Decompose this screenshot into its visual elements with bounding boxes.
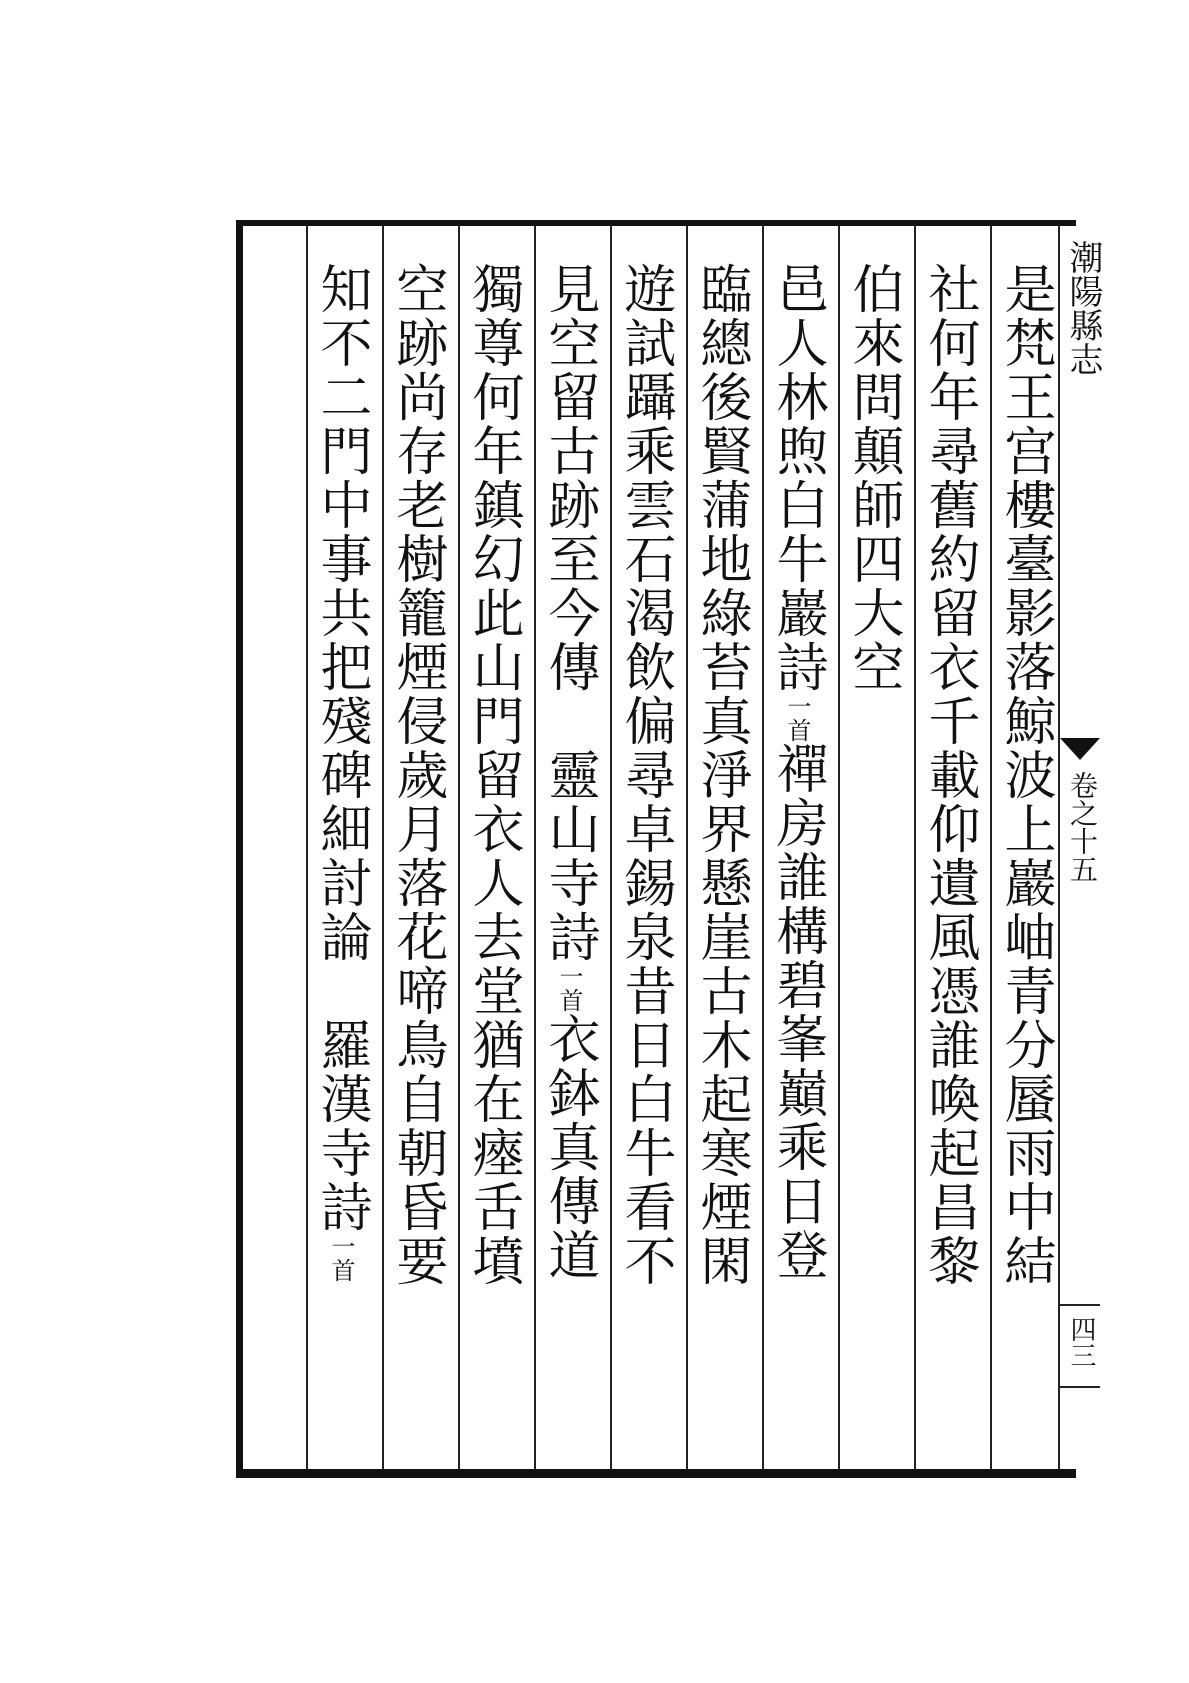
column-text: 見空留古跡至今傳 靈山寺詩 — [539, 262, 599, 964]
annotation-note: 一首 — [327, 1234, 355, 1282]
column-text: 是梵王宫樓臺影落鯨波上巖岫青分蜃雨中結 — [995, 262, 1055, 1288]
annotation-note: 一首 — [555, 964, 583, 1012]
text-column-6 — [610, 262, 680, 1472]
book-title: 潮陽縣志 — [1063, 240, 1103, 376]
text-column-7 — [534, 262, 604, 1472]
column-text: 知不二門中事共把殘碑細討論 羅漢寺詩 — [311, 262, 371, 1234]
text-column-4 — [762, 262, 832, 1472]
column-text: 伯來問顛師四大空 — [843, 262, 903, 694]
fishtail-mark — [1060, 738, 1100, 760]
column-text: 衣鉢真傳道 — [539, 1012, 599, 1282]
juan-label: 卷之十五 — [1066, 771, 1099, 883]
text-column-3 — [838, 262, 908, 1472]
column-text: 臨總後賢蒲地綠苔真淨界懸崖古木起寒煙閑 — [691, 262, 751, 1288]
text-column-9 — [382, 262, 452, 1472]
banxin-rule — [1060, 1304, 1100, 1306]
column-text: 社何年尋舊約留衣千載仰遺風憑誰喚起昌黎 — [919, 262, 979, 1288]
text-column-2 — [914, 262, 984, 1472]
column-text: 空跡尚存老樹籠煙侵歲月落花啼鳥自朝昏要 — [387, 262, 447, 1288]
text-column-1 — [990, 262, 1060, 1472]
annotation-note: 一首 — [783, 694, 811, 742]
column-text: 禪房誰構碧峯巔乘日登 — [767, 742, 827, 1282]
column-text: 獨尊何年鎮幻此山門留衣人去堂猶在瘞舌墳 — [463, 262, 523, 1288]
text-column-10 — [306, 262, 376, 1472]
column-text: 邑人林煦白牛巖詩 — [767, 262, 827, 694]
column-text: 遊試躡乘雲石渴飲偏尋卓錫泉昔日白牛看不 — [615, 262, 675, 1288]
page-number: 四三 — [1066, 1316, 1096, 1368]
text-column-5 — [686, 262, 756, 1472]
banxin-strip — [1058, 226, 1103, 1469]
banxin-rule — [1060, 1386, 1100, 1388]
text-column-8 — [458, 262, 528, 1472]
